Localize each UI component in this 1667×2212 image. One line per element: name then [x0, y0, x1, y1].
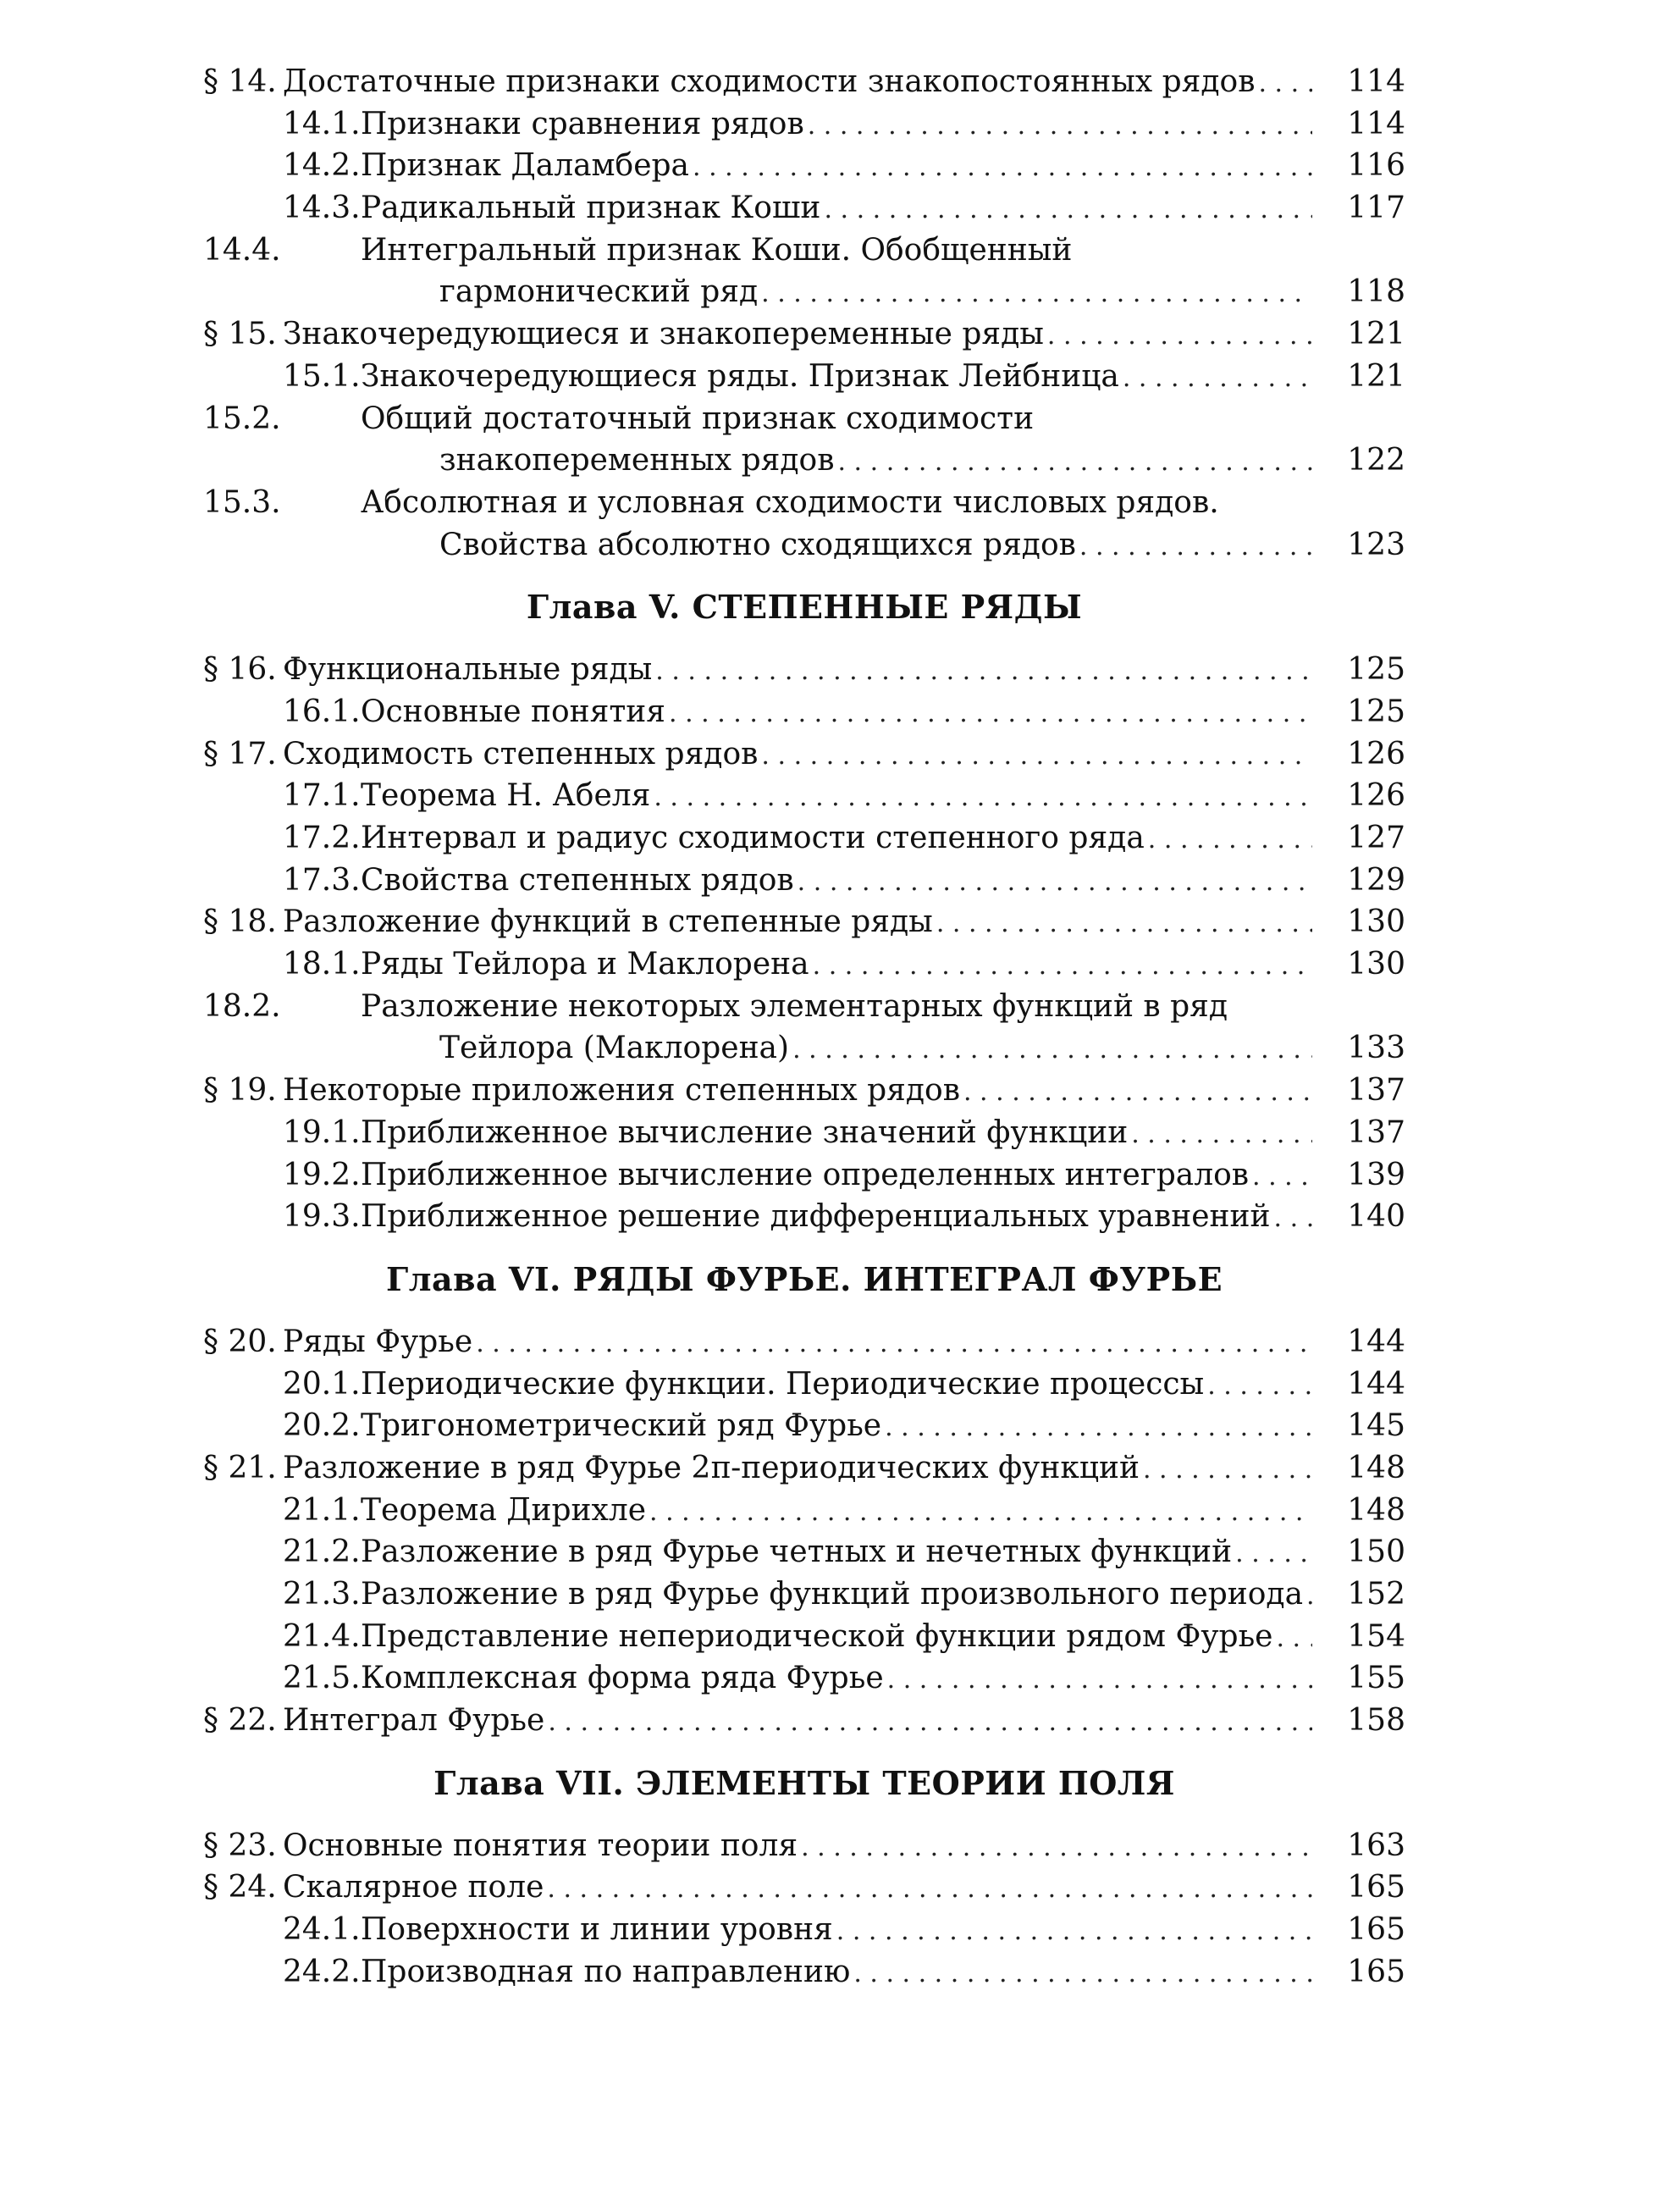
entry-title: Достаточные признаки сходимости знакопостоянных рядов — [283, 64, 1256, 99]
entry-title: Комплексная форма ряда Фурье — [361, 1661, 884, 1696]
toc-subsection-entry[interactable] — [203, 1909, 1405, 1951]
entry-number: 17.2. — [283, 821, 361, 855]
entry-title: Свойства абсолютно сходящихся рядов — [439, 527, 1076, 562]
page-number: 133 — [1347, 1031, 1405, 1066]
page-number: 130 — [1347, 947, 1405, 982]
toc-section-entry[interactable] — [203, 649, 1405, 691]
entry-title: Функциональные ряды — [283, 652, 653, 688]
toc-subsection-entry[interactable] — [203, 1363, 1405, 1406]
page-number: 114 — [1347, 106, 1405, 141]
entry-title: Разложение функций в степенные ряды — [283, 904, 933, 940]
toc-section-entry[interactable] — [203, 61, 1405, 103]
toc-subsection-entry[interactable] — [203, 943, 1405, 986]
entry-number: 19.1. — [283, 1114, 361, 1150]
toc-section-entry[interactable] — [203, 733, 1405, 776]
dot-leader — [836, 1909, 1312, 1953]
entry-number: 21.4. — [283, 1618, 361, 1654]
entry-number: § 15. — [203, 317, 277, 352]
dot-leader — [1047, 313, 1312, 357]
entry-number: 24.2. — [283, 1954, 361, 1989]
entry-number: 19.3. — [283, 1199, 361, 1235]
entry-number: 21.1. — [283, 1492, 361, 1528]
page-number: 139 — [1347, 1157, 1405, 1192]
entry-title: Тригонометрический ряд Фурье — [361, 1408, 882, 1444]
entry-title: Тейлора (Маклорена) — [439, 1031, 790, 1066]
entry-number: 21.5. — [283, 1661, 361, 1696]
dot-leader — [1079, 524, 1312, 568]
page-number: 165 — [1347, 1870, 1405, 1905]
entry-title: Теорема Н. Абеля — [361, 778, 651, 814]
toc-subsection-entry[interactable] — [203, 524, 1405, 567]
toc-subsection-entry[interactable] — [203, 398, 1405, 440]
entry-number: 21.2. — [283, 1535, 361, 1570]
entry-title: Свойства степенных рядов — [361, 862, 794, 898]
toc-subsection-entry[interactable] — [203, 986, 1405, 1028]
entry-number: 14.4. — [203, 232, 281, 268]
dot-leader — [936, 901, 1312, 945]
page-number: 126 — [1347, 736, 1405, 771]
toc-subsection-entry[interactable] — [203, 1616, 1405, 1658]
entry-number: 20.2. — [283, 1408, 361, 1444]
page-number: 165 — [1347, 1954, 1405, 1989]
dot-leader — [1306, 1573, 1312, 1618]
dot-leader — [1148, 817, 1312, 861]
toc-subsection-entry[interactable] — [203, 482, 1405, 524]
entry-number: 24.1. — [283, 1912, 361, 1948]
chapter-heading: Глава VI. РЯДЫ ФУРЬЕ. ИНТЕГРАЛ ФУРЬЕ — [385, 1259, 1223, 1298]
page-number: 145 — [1347, 1408, 1405, 1444]
toc-section-entry[interactable] — [203, 1321, 1405, 1363]
dot-leader — [547, 1866, 1312, 1911]
page-number: 114 — [1347, 64, 1405, 99]
dot-leader — [1235, 1531, 1312, 1575]
entry-number: 21.3. — [283, 1577, 361, 1612]
toc-section-entry[interactable] — [203, 1700, 1405, 1742]
page-number: 150 — [1347, 1535, 1405, 1570]
dot-leader — [476, 1321, 1312, 1365]
dot-leader — [1123, 356, 1312, 400]
entry-number: § 24. — [203, 1870, 277, 1905]
entry-number: 18.1. — [283, 947, 361, 982]
toc-subsection-entry[interactable] — [203, 1154, 1405, 1197]
entry-number: 19.2. — [283, 1157, 361, 1192]
toc-section-entry[interactable] — [203, 1866, 1405, 1909]
entry-title: Производная по направлению — [361, 1954, 851, 1989]
entry-title: Поверхности и линии уровня — [361, 1912, 833, 1948]
chapter-heading: Глава VII. ЭЛЕМЕНТЫ ТЕОРИИ ПОЛЯ — [433, 1763, 1175, 1802]
toc-subsection-entry[interactable] — [203, 860, 1405, 902]
dot-leader — [801, 1825, 1312, 1869]
dot-leader — [669, 691, 1312, 735]
entry-title: Сходимость степенных рядов — [283, 736, 759, 771]
page-number: 148 — [1347, 1450, 1405, 1485]
page-number: 116 — [1347, 148, 1405, 184]
page-number: 125 — [1347, 694, 1405, 729]
entry-number: § 16. — [203, 652, 277, 688]
toc-subsection-entry[interactable] — [203, 229, 1405, 272]
dot-leader — [1276, 1616, 1312, 1660]
entry-number: 15.2. — [203, 401, 281, 436]
toc-subsection-entry[interactable] — [203, 145, 1405, 187]
page-number: 129 — [1347, 862, 1405, 898]
page-number: 118 — [1347, 274, 1405, 310]
dot-leader — [649, 1490, 1312, 1534]
page-number: 152 — [1347, 1577, 1405, 1612]
dot-leader — [885, 1405, 1312, 1449]
entry-number: § 18. — [203, 904, 277, 940]
entry-title: Представление непериодической функции рядом Фурье — [361, 1618, 1273, 1654]
page-number: 122 — [1347, 443, 1405, 478]
entry-title: Ряды Тейлора и Маклорена — [361, 947, 809, 982]
dot-leader — [808, 103, 1312, 147]
entry-number: § 17. — [203, 736, 277, 771]
entry-title: Интегральный признак Коши. Обобщенный — [361, 232, 1073, 268]
page-number: 121 — [1347, 358, 1405, 394]
dot-leader — [853, 1951, 1312, 1995]
dot-leader — [824, 187, 1312, 231]
toc-subsection-entry[interactable] — [203, 1531, 1405, 1573]
entry-title: Разложение в ряд Фурье 2π-периодических функций — [283, 1450, 1140, 1485]
toc-subsection-entry[interactable] — [203, 1573, 1405, 1616]
dot-leader — [887, 1657, 1312, 1701]
toc-section-entry[interactable] — [203, 1070, 1405, 1112]
page-number: 127 — [1347, 821, 1405, 855]
dot-leader — [1274, 1196, 1312, 1240]
page-number: 126 — [1347, 778, 1405, 814]
entry-number: 20.1. — [283, 1366, 361, 1402]
page-number: 155 — [1347, 1661, 1405, 1696]
page-number: 163 — [1347, 1828, 1405, 1863]
entry-number: 17.1. — [283, 778, 361, 814]
entry-title: Абсолютная и условная сходимости числовых рядов. — [361, 484, 1219, 520]
entry-number: § 22. — [203, 1703, 277, 1739]
dot-leader — [1131, 1112, 1312, 1156]
entry-number: § 19. — [203, 1073, 277, 1109]
entry-number: § 14. — [203, 64, 277, 99]
page-number: 123 — [1347, 527, 1405, 562]
dot-leader — [1207, 1363, 1312, 1407]
dot-leader — [655, 649, 1312, 693]
page-number: 154 — [1347, 1618, 1405, 1654]
dot-leader — [792, 1027, 1312, 1071]
dot-leader — [813, 943, 1312, 987]
dot-leader — [654, 775, 1312, 819]
page-number: 130 — [1347, 904, 1405, 940]
chapter-heading: Глава V. СТЕПЕННЫЕ РЯДЫ — [526, 588, 1083, 627]
toc-subsection-entry[interactable] — [203, 775, 1405, 817]
entry-title: Скалярное поле — [283, 1870, 544, 1905]
dot-leader — [548, 1700, 1312, 1744]
entry-title: Приближенное вычисление значений функции — [361, 1114, 1129, 1150]
entry-title: Основные понятия — [361, 694, 665, 729]
page-number: 148 — [1347, 1492, 1405, 1528]
toc-subsection-entry[interactable] — [203, 1196, 1405, 1238]
page-number: 117 — [1347, 191, 1405, 226]
toc-section-entry[interactable] — [203, 313, 1405, 356]
entry-title: Разложение в ряд Фурье четных и нечетных функций — [361, 1535, 1233, 1570]
entry-title: знакопеременных рядов — [439, 443, 835, 478]
toc-subsection-entry[interactable] — [203, 691, 1405, 733]
entry-title: Основные понятия теории поля — [283, 1828, 798, 1863]
dot-leader — [761, 733, 1312, 777]
toc-subsection-entry[interactable] — [203, 1490, 1405, 1532]
dot-leader — [1143, 1447, 1312, 1491]
page-number: 144 — [1347, 1324, 1405, 1359]
entry-title: Разложение в ряд Фурье функций произвольного периода — [361, 1577, 1304, 1612]
entry-title: Теорема Дирихле — [361, 1492, 647, 1528]
dot-leader — [837, 440, 1312, 484]
toc-subsection-entry[interactable] — [203, 1112, 1405, 1154]
entry-number: 17.3. — [283, 862, 361, 898]
toc-subsection-entry[interactable] — [203, 817, 1405, 860]
entry-number: § 21. — [203, 1450, 277, 1485]
entry-number: 16.1. — [283, 694, 361, 729]
entry-number: 15.1. — [283, 358, 361, 394]
dot-leader — [693, 145, 1312, 189]
entry-title: Некоторые приложения степенных рядов — [283, 1073, 960, 1109]
toc-subsection-entry[interactable] — [203, 1405, 1405, 1447]
toc-subsection-entry[interactable] — [203, 440, 1405, 482]
toc-subsection-entry[interactable] — [203, 187, 1405, 229]
toc-section-entry[interactable] — [203, 1825, 1405, 1867]
toc-section-entry[interactable] — [203, 901, 1405, 943]
page-number: 165 — [1347, 1912, 1405, 1948]
dot-leader — [963, 1070, 1312, 1114]
toc-subsection-entry[interactable] — [203, 1951, 1405, 1994]
entry-title: Разложение некоторых элементарных функций в ряд — [361, 988, 1228, 1024]
entry-title: гармонический ряд — [439, 274, 759, 310]
entry-title: Радикальный признак Коши — [361, 191, 821, 226]
entry-title: Приближенное решение дифференциальных уравнений — [361, 1199, 1271, 1235]
entry-title: Признаки сравнения рядов — [361, 106, 804, 141]
entry-number: § 23. — [203, 1828, 277, 1863]
entry-title: Интеграл Фурье — [283, 1703, 545, 1739]
page-number: 121 — [1347, 317, 1405, 352]
page-number: 125 — [1347, 652, 1405, 688]
page-number: 158 — [1347, 1703, 1405, 1739]
toc-subsection-entry[interactable] — [203, 103, 1405, 146]
entry-title: Ряды Фурье — [283, 1324, 473, 1359]
toc-section-entry[interactable] — [203, 1447, 1405, 1490]
dot-leader — [798, 860, 1312, 904]
entry-number: 14.2. — [283, 148, 361, 184]
dot-leader — [761, 271, 1312, 315]
toc-subsection-entry[interactable] — [203, 1027, 1405, 1070]
page-number: 137 — [1347, 1114, 1405, 1150]
table-of-contents — [203, 61, 1405, 1994]
entry-number: 14.1. — [283, 106, 361, 141]
toc-subsection-entry[interactable] — [203, 271, 1405, 313]
entry-number: 15.3. — [203, 484, 281, 520]
entry-number: 14.3. — [283, 191, 361, 226]
entry-number: § 20. — [203, 1324, 277, 1359]
page-number: 144 — [1347, 1366, 1405, 1402]
page-number: 140 — [1347, 1199, 1405, 1235]
entry-title: Общий достаточный признак сходимости — [361, 401, 1035, 436]
toc-subsection-entry[interactable] — [203, 356, 1405, 398]
entry-title: Знакочередующиеся ряды. Признак Лейбница — [361, 358, 1119, 394]
entry-title: Интервал и радиус сходимости степенного ряда — [361, 821, 1145, 855]
toc-subsection-entry[interactable] — [203, 1657, 1405, 1700]
entry-title: Периодические функции. Периодические процессы — [361, 1366, 1205, 1402]
dot-leader — [1252, 1154, 1312, 1198]
entry-title: Признак Даламбера — [361, 148, 690, 184]
page-number: 137 — [1347, 1073, 1405, 1109]
dot-leader — [1258, 61, 1312, 105]
entry-title: Знакочередующиеся и знакопеременные ряды — [283, 317, 1044, 352]
entry-number: 18.2. — [203, 988, 281, 1024]
entry-title: Приближенное вычисление определенных интегралов — [361, 1157, 1250, 1192]
